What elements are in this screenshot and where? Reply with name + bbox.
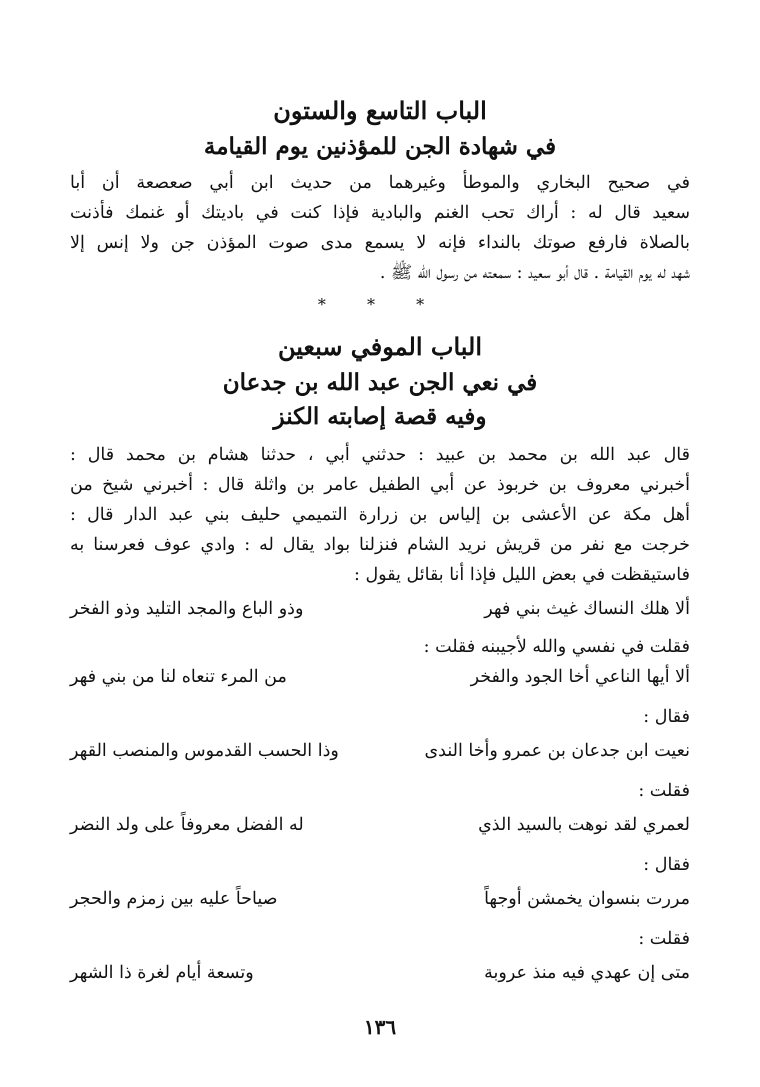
verse-hemistich-first: مررت بنسوان يخمشن أوجهاً: [484, 889, 690, 909]
poem-verse: [70, 594, 690, 624]
poem-verse: [70, 736, 690, 766]
chapter-69-paragraph: [70, 168, 690, 288]
chapter-69-title: الباب التاسع والستون: [273, 96, 487, 125]
verse-hemistich-second: له الفضل معروفاً على ولد النضر: [70, 815, 304, 835]
paragraph-line: قال عبد الله بن محمد بن عبيد : حدثني أبي ، حدثنا هشام بن محمد قال :: [70, 445, 690, 465]
verse-hemistich-first: ألا هلك النساك غيث بني فهر: [484, 599, 690, 619]
verse-hemistich-first: متى إن عهدي فيه منذ عروبة: [484, 963, 690, 983]
chapter-70-paragraph: [70, 440, 690, 590]
paragraph-line: أهل مكة عن الأعشى بن إلياس بن زرارة التميمي حليف بني عبد الدار قال :: [70, 505, 690, 525]
poem-verse: [70, 810, 690, 840]
verse-hemistich-first: لعمري لقد نوهت بالسيد الذي: [478, 815, 690, 835]
poem-verse: [70, 662, 690, 692]
page-content: [70, 92, 690, 988]
paragraph-line: شهد له يوم القيامة . قال أبو سعيد : سمعته من رسول الله ﷺ .: [379, 263, 690, 283]
paragraph-line: بالصلاة فارفع صوتك بالنداء فإنه لا يسمع مدى صوت المؤذن جن ولا إنس إلا: [70, 233, 690, 253]
poem-verse: [70, 958, 690, 988]
chapter-69-subtitle: في شهادة الجن للمؤذنين يوم القيامة: [203, 133, 557, 160]
verse-hemistich-second: وذو الباع والمجد التليد وذو الفخر: [70, 599, 304, 619]
poem-verse: [70, 884, 690, 914]
chapter-70-subtitle: في نعي الجن عبد الله بن جدعان: [222, 369, 538, 396]
speaker-line: فقلت في نفسي والله لأجيبنه فقلت :: [423, 637, 690, 657]
verse-hemistich-second: من المرء تنعاه لنا من بني فهر: [70, 667, 287, 687]
paragraph-line: في صحيح البخاري والموطأ وغيرهما من حديث ابن أبي صعصعة أن أبا: [70, 173, 690, 193]
speaker-line: فقال :: [643, 707, 690, 727]
chapter-70-subtitle-2: وفيه قصة إصابته الكنز: [273, 403, 487, 430]
speaker-line: فقلت :: [638, 929, 690, 949]
verse-hemistich-first: نعيت ابن جدعان بن عمرو وأخا الندى: [424, 741, 690, 761]
paragraph-line: أخبرني معروف بن خربوذ عن أبي الطفيل عامر بن واثلة قال : أخبرني شيخ من: [70, 475, 690, 495]
speaker-line: فقلت :: [638, 781, 690, 801]
section-separator: * * *: [317, 295, 443, 314]
verse-hemistich-second: صياحاً عليه بين زمزم والحجر: [70, 889, 278, 909]
poem: [70, 594, 690, 988]
paragraph-line: فاستيقظت في بعض الليل فإذا أنا بقائل يقول :: [353, 565, 690, 585]
chapter-70-title: الباب الموفي سبعين: [277, 332, 482, 361]
paragraph-line: خرجت مع نفر من قريش نريد الشام فنزلنا بواد يقال له : وادي عوف فعرسنا به: [70, 535, 690, 555]
verse-hemistich-second: وذا الحسب القدموس والمنصب القهر: [70, 741, 339, 761]
speaker-line: فقال :: [643, 855, 690, 875]
verse-hemistich-second: وتسعة أيام لغرة ذا الشهر: [70, 963, 254, 983]
verse-hemistich-first: ألا أيها الناعي أخا الجود والفخر: [470, 667, 690, 687]
paragraph-line: سعيد قال له : أراك تحب الغنم والبادية فإذا كنت في باديتك أو غنمك فأذنت: [70, 203, 690, 223]
page-number: ١٣٦: [363, 1015, 397, 1039]
